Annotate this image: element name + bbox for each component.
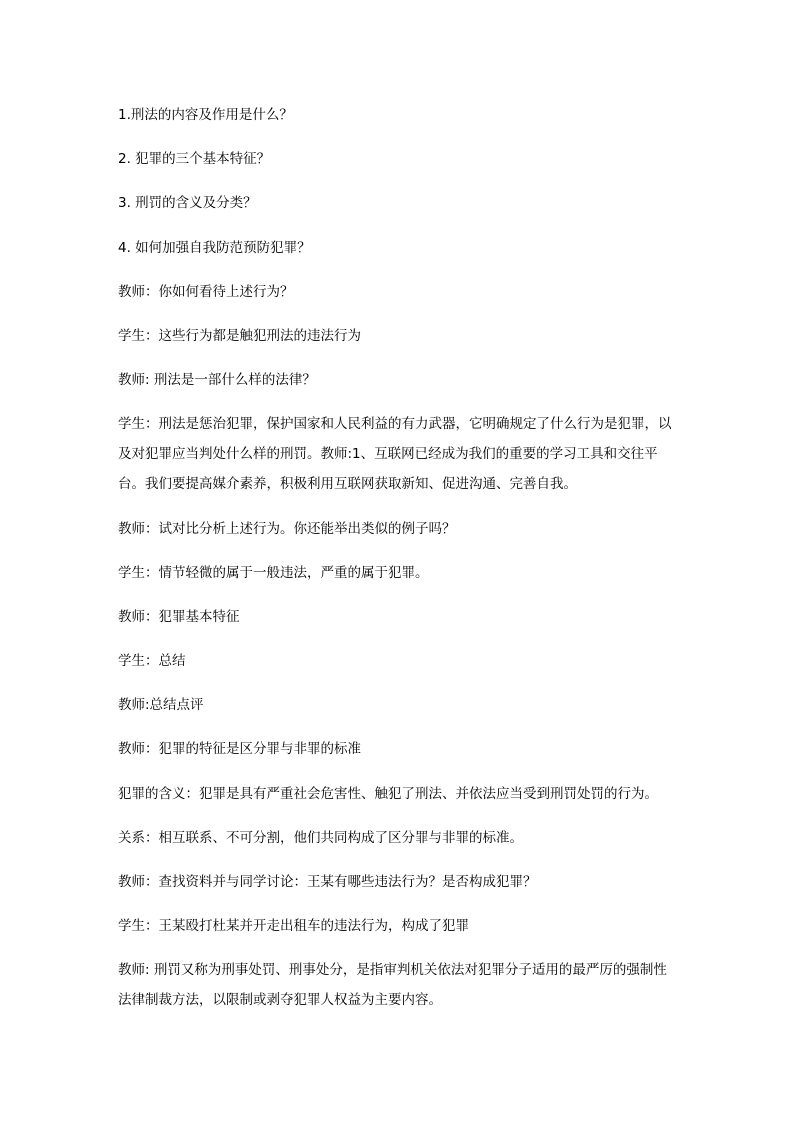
teacher-line: 教师：犯罪基本特征 [118, 608, 240, 625]
student-line: 学生：这些行为都是触犯刑法的违法行为 [118, 327, 361, 344]
student-line: 学生：情节轻微的属于一般违法，严重的属于犯罪。 [118, 564, 429, 581]
teacher-line: 教师：试对比分析上述行为。你还能举出类似的例子吗？ [118, 520, 456, 537]
question-4: 4. 如何加强自我防范预防犯罪？ [118, 239, 311, 256]
student-line: 学生：刑法是惩治犯罪，保护国家和人民利益的有力武器，它明确规定了什么行为是犯罪，以及对犯罪应当判处什么样的刑罚。教师:1、互联网已经成为我们的重要的学习工具和交往平台。我们要提高媒介素养，积极利用互联网获取新知、促进沟通、完善自我。 [118, 416, 672, 493]
definition-line: 犯罪的含义：犯罪是具有严重社会危害性、触犯了刑法、并依法应当受到刑罚处罚的行为。 [118, 785, 658, 802]
teacher-line: 教师:总结点评 [118, 697, 204, 714]
relation-line: 关系：相互联系、不可分割，他们共同构成了区分罪与非罪的标准。 [118, 829, 523, 846]
student-line: 学生：总结 [118, 653, 186, 670]
question-3: 3. 刑罚的含义及分类？ [118, 195, 257, 212]
teacher-line: 教师：你如何看待上述行为？ [118, 283, 294, 300]
question-2: 2. 犯罪的三个基本特征？ [118, 151, 271, 168]
document-body [118, 100, 678, 1030]
teacher-line: 教师: 刑法是一部什么样的法律？ [118, 372, 316, 389]
teacher-line: 教师: 刑罚又称为刑事处罚、刑事处分，是指审判机关依法对犯罪分子适用的最严厉的强制性法律制裁方法，以限制或剥夺犯罪人权益为主要内容。 [118, 962, 667, 1009]
teacher-line: 教师：犯罪的特征是区分罪与非罪的标准 [118, 741, 361, 758]
student-line: 学生：王某殴打杜某并开走出租车的违法行为，构成了犯罪 [118, 918, 469, 935]
teacher-line: 教师：查找资料并与同学讨论：王某有哪些违法行为？是否构成犯罪？ [118, 874, 537, 890]
question-1: 1.刑法的内容及作用是什么？ [118, 107, 293, 123]
